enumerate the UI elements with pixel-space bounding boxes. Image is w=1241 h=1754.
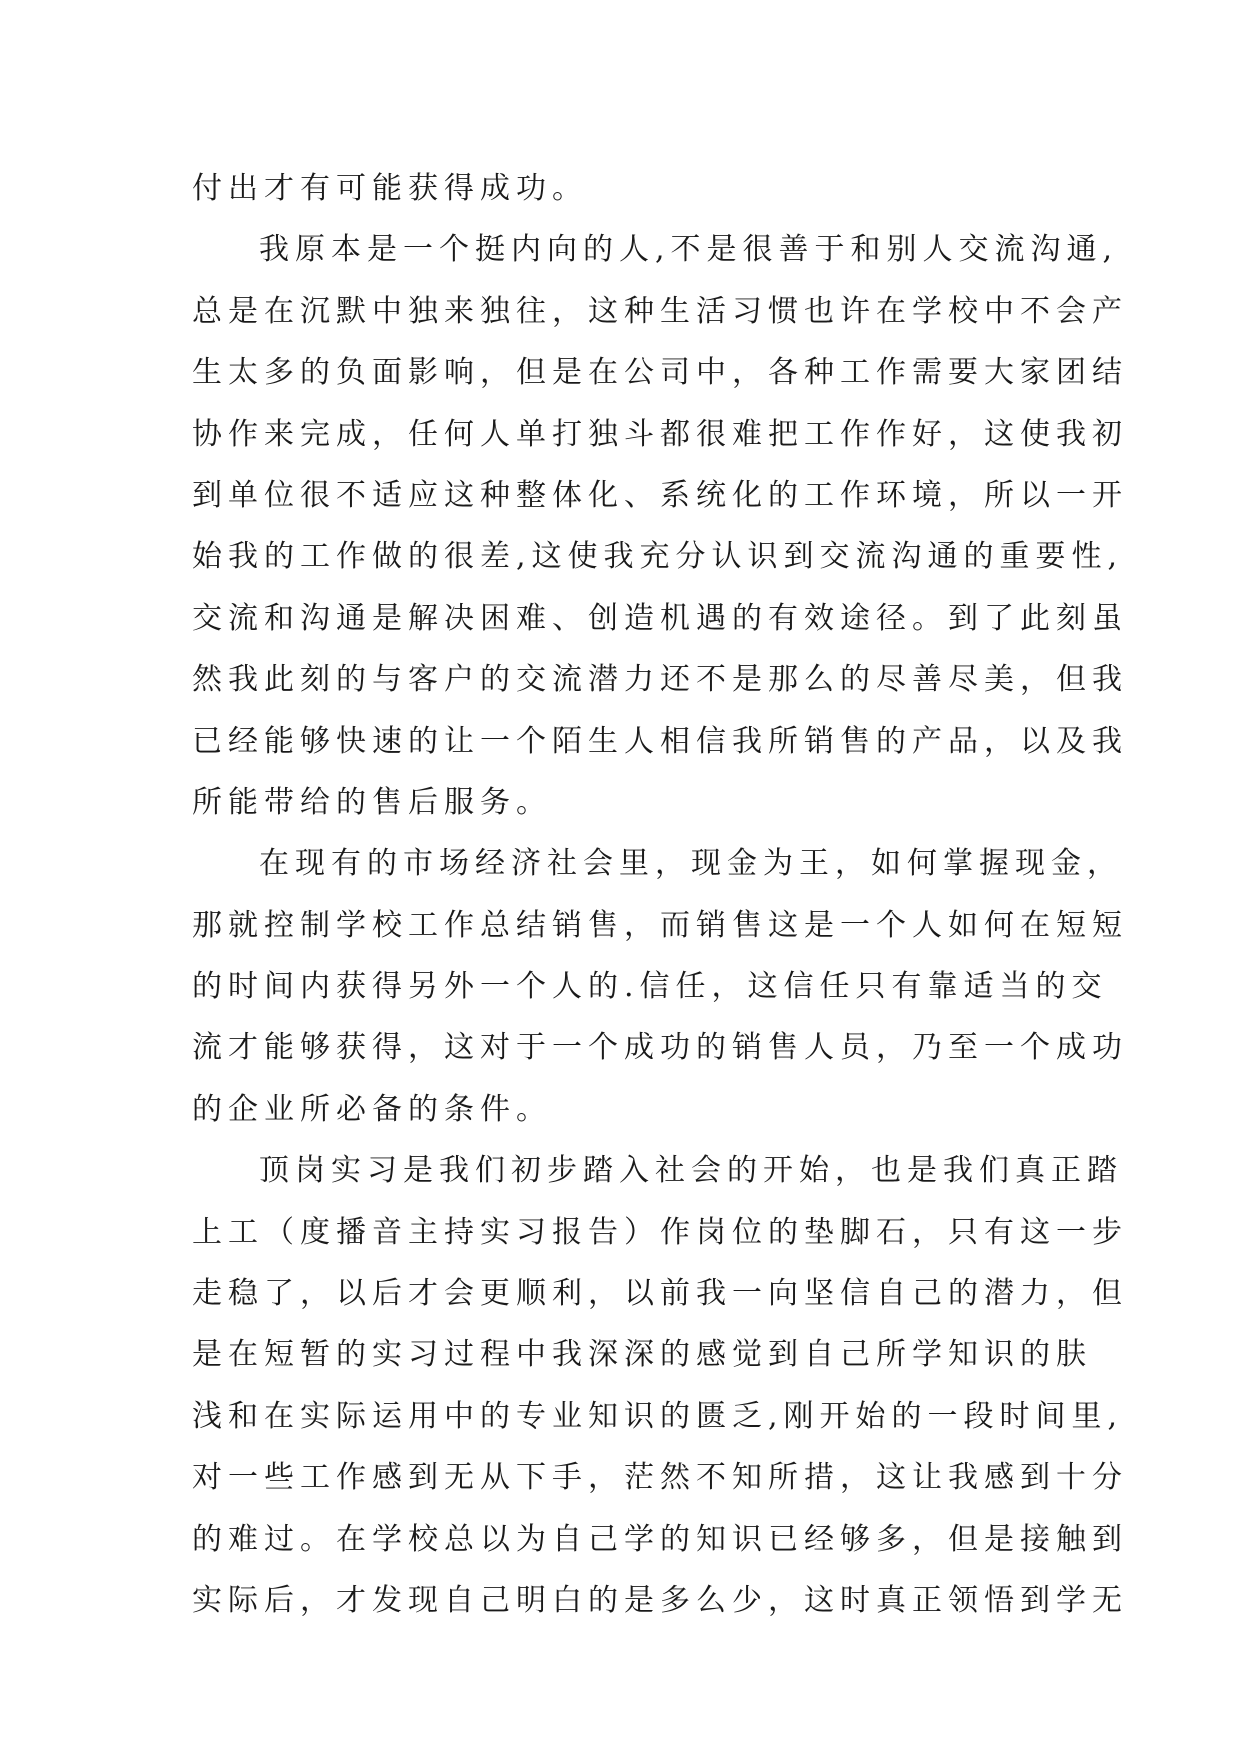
text-line: 的难过。在学校总以为自己学的知识已经够多，但是接触到 — [192, 1521, 1128, 1557]
text-line: 协作来完成，任何人单打独斗都很难把工作作好，这使我初 — [192, 416, 1128, 452]
text-line: 总是在沉默中独来独往，这种生活习惯也许在学校中不会产 — [192, 293, 1128, 329]
text-line: 那就控制学校工作总结销售，而销售这是一个人如何在短短 — [192, 907, 1128, 943]
text-line: 上工（度播音主持实习报告）作岗位的垫脚石，只有这一步 — [192, 1214, 1128, 1250]
text-line: 实际后，才发现自己明白的是多么少，这时真正领悟到学无 — [192, 1582, 1128, 1618]
text-line: 所能带给的售后服务。 — [192, 784, 552, 820]
text-line: 交流和沟通是解决困难、创造机遇的有效途径。到了此刻虽 — [192, 600, 1128, 636]
text-line: 付出才有可能获得成功。 — [192, 171, 588, 206]
text-line: 走稳了，以后才会更顺利，以前我一向坚信自己的潜力，但 — [192, 1276, 1128, 1312]
text-line: 到单位很不适应这种整体化、系统化的工作环境，所以一开 — [192, 477, 1128, 513]
text-line: 是在短暂的实习过程中我深深的感觉到自己所学知识的肤 — [192, 1337, 1092, 1373]
text-line: 的时间内获得另外一个人的.信任，这信任只有靠适当的交 — [192, 969, 1108, 1005]
text-line: 生太多的负面影响，但是在公司中，各种工作需要大家团结 — [192, 355, 1128, 391]
body-text — [192, 158, 1128, 1631]
text-line: 始我的工作做的很差,这使我充分认识到交流沟通的重要性, — [192, 539, 1124, 575]
text-line: 已经能够快速的让一个陌生人相信我所销售的产品，以及我 — [192, 723, 1128, 759]
text-line: 流才能够获得，这对于一个成功的销售人员，乃至一个成功 — [192, 1030, 1128, 1066]
text-line: 对一些工作感到无从下手，茫然不知所措，这让我感到十分 — [192, 1460, 1128, 1496]
text-line: 顶岗实习是我们初步踏入社会的开始，也是我们真正踏 — [259, 1153, 1123, 1189]
text-line: 浅和在实际运用中的专业知识的匮乏,刚开始的一段时间里, — [192, 1398, 1124, 1434]
text-line: 在现有的市场经济社会里，现金为王，如何掌握现金， — [259, 846, 1123, 882]
text-line: 然我此刻的与客户的交流潜力还不是那么的尽善尽美，但我 — [192, 662, 1128, 698]
text-line: 我原本是一个挺内向的人,不是很善于和别人交流沟通, — [259, 232, 1119, 268]
text-line: 的企业所必备的条件。 — [192, 1091, 552, 1127]
